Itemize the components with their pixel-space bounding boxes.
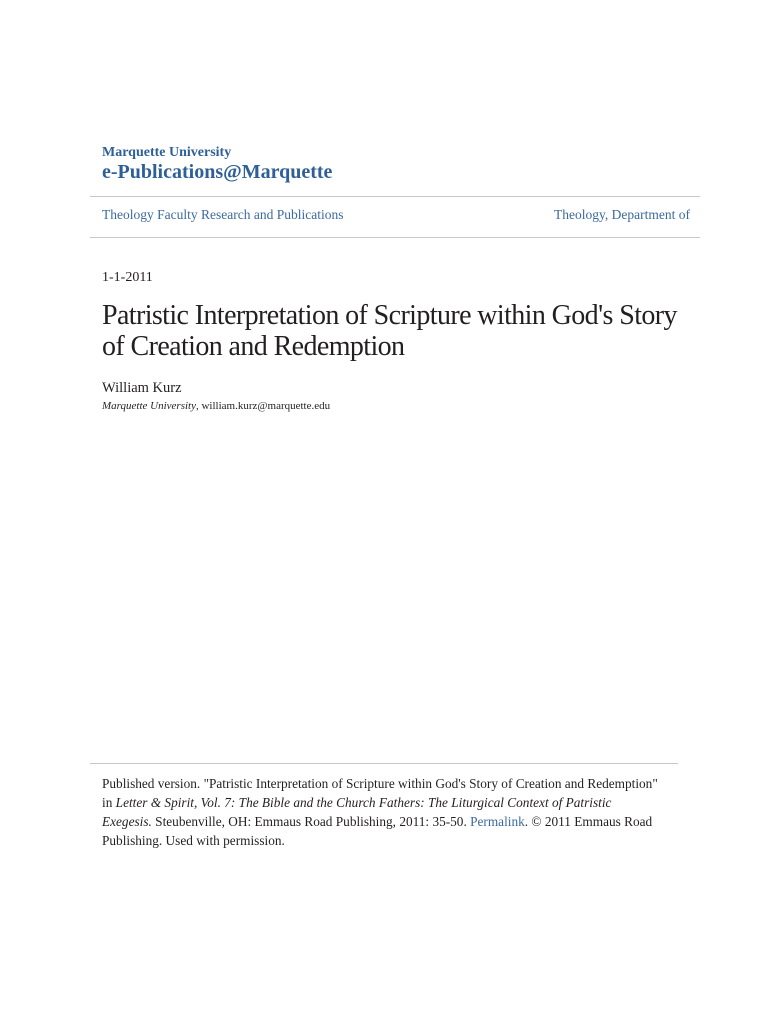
citation-divider	[90, 763, 678, 764]
citation-block	[102, 774, 662, 850]
nav-divider	[90, 237, 700, 238]
citation-text-2: Steubenville, OH: Emmaus Road Publishing, 2011: 35-50.	[151, 814, 471, 829]
affiliation-separator: ,	[195, 400, 202, 412]
citation-text-3: . © 2011 Emmaus Road Publishing. Used with permission.	[102, 814, 653, 848]
top-divider	[90, 196, 700, 197]
author-email[interactable]: william.kurz@marquette.edu	[201, 400, 331, 412]
permalink-link[interactable]: Permalink	[470, 814, 525, 829]
citation-text-1: Published version. "Patristic Interpretation of Scripture within God's Story of Creation and Redemption" in	[102, 776, 658, 810]
affiliation-name: Marquette University	[102, 400, 196, 412]
citation-journal: Letter & Spirit, Vol. 7: The Bible and the Church Fathers: The Liturgical Context of Patristic Exegesis.	[102, 795, 612, 829]
university-name[interactable]: Marquette University	[102, 145, 232, 160]
series-link[interactable]: Theology Faculty Research and Publications	[102, 207, 344, 222]
department-link[interactable]: Theology, Department of	[554, 207, 690, 222]
article-title: Patristic Interpretation of Scripture within God's Story of Creation and Redemption	[102, 300, 677, 362]
publication-date: 1-1-2011	[102, 270, 153, 285]
repository-name[interactable]: e-Publications@Marquette	[102, 161, 333, 183]
author-name: William Kurz	[102, 380, 182, 396]
author-affiliation	[102, 400, 330, 412]
